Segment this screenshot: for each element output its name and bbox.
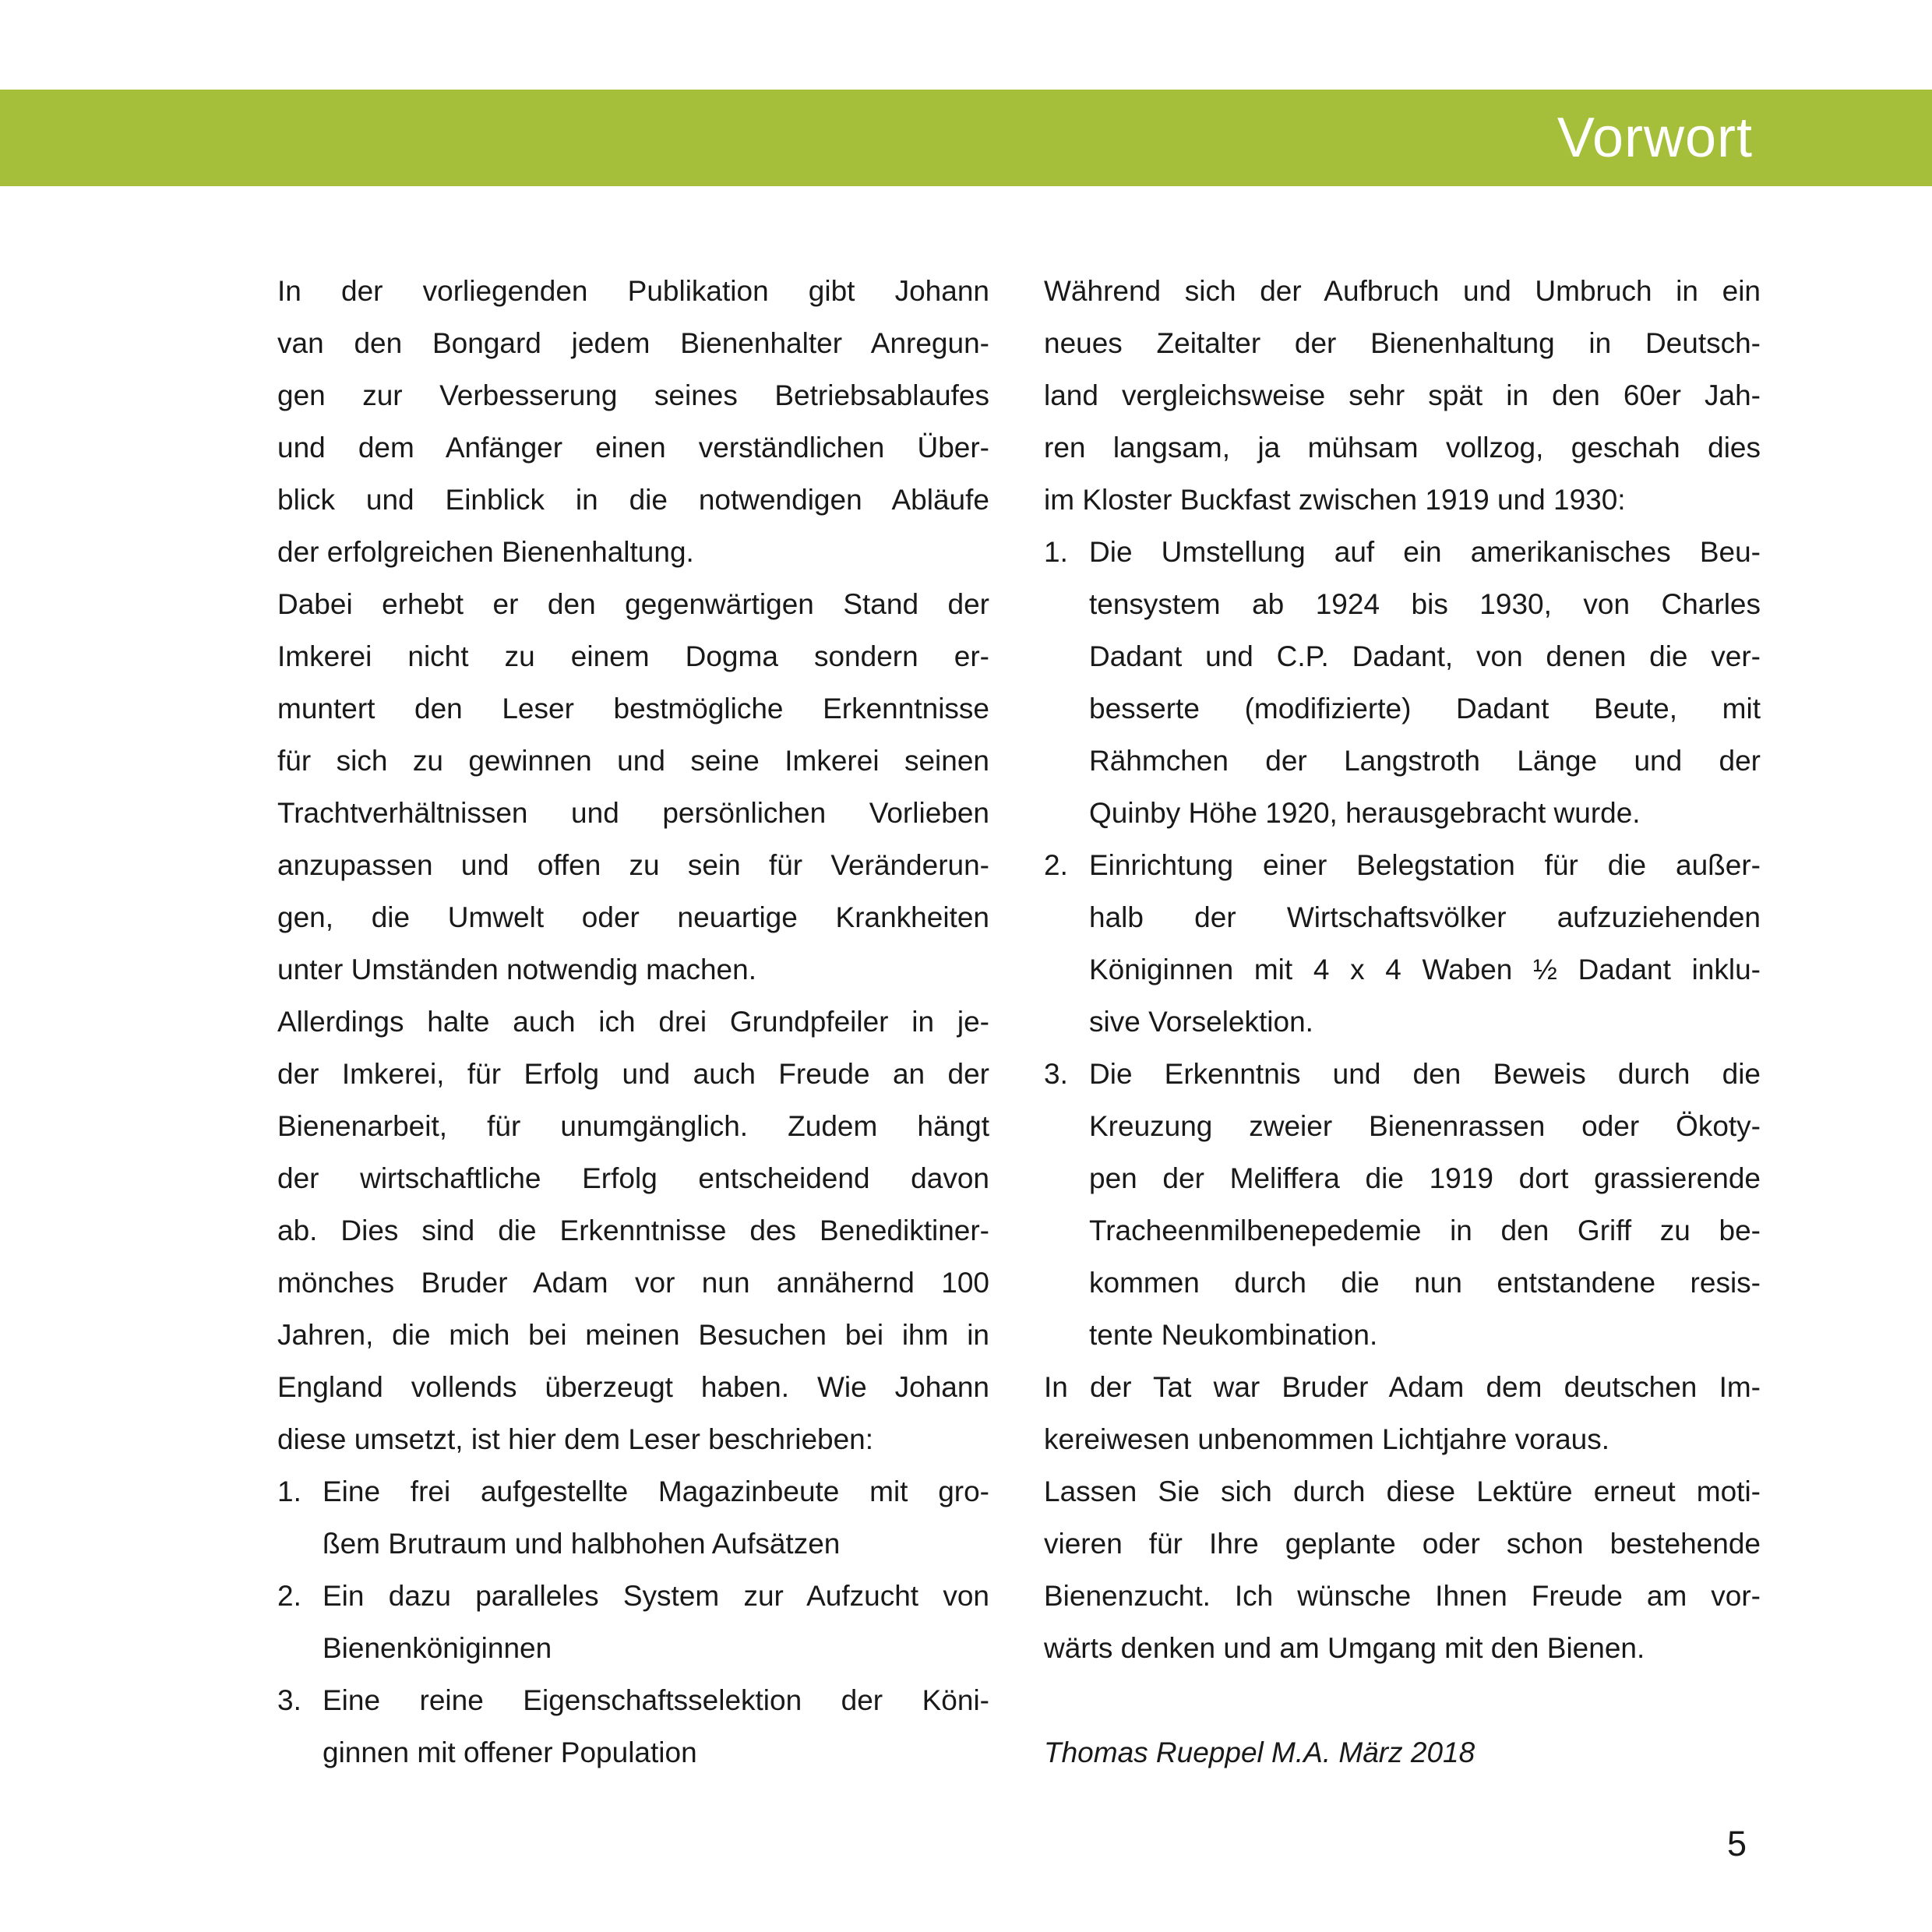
list-item-number: 1.	[1044, 536, 1068, 568]
text-line: England vollends überzeugt haben. Wie Johann	[277, 1371, 989, 1403]
text-line: diese umsetzt, ist hier dem Leser beschrieben:	[277, 1423, 874, 1455]
paragraph	[277, 265, 989, 578]
text-line: wärts denken und am Umgang mit den Bienen.	[1044, 1632, 1645, 1664]
text-line: Die Erkenntnis und den Beweis durch die	[1089, 1058, 1761, 1090]
text-line: besserte (modifizierte) Dadant Beute, mit	[1089, 693, 1761, 724]
text-line: In der Tat war Bruder Adam dem deutschen Im-	[1044, 1371, 1761, 1403]
paragraph	[277, 996, 989, 1465]
text-line: Jahren, die mich bei meinen Besuchen bei ihm in	[277, 1319, 989, 1351]
right-column	[1044, 265, 1761, 1779]
list-item-lines	[323, 1570, 989, 1674]
text-line: kereiwesen unbenommen Lichtjahre voraus.	[1044, 1423, 1610, 1455]
text-line: der Imkerei, für Erfolg und auch Freude an der	[277, 1058, 989, 1090]
text-line: halb der Wirtschaftsvölker aufzuziehenden	[1089, 901, 1761, 933]
text-line: pen der Meliffera die 1919 dort grassierende	[1089, 1162, 1761, 1194]
text-line: Lassen Sie sich durch diese Lektüre erneut moti-	[1044, 1475, 1761, 1507]
chapter-header-bar	[0, 90, 1932, 186]
text-line: und dem Anfänger einen verständlichen Über-	[277, 432, 989, 464]
text-line: Ein dazu paralleles System zur Aufzucht von	[323, 1580, 989, 1612]
text-line: anzupassen und offen zu sein für Veränderun-	[277, 849, 989, 881]
text-line: Rähmchen der Langstroth Länge und der	[1089, 745, 1761, 777]
list-item-lines	[323, 1674, 989, 1779]
text-line: der wirtschaftliche Erfolg entscheidend davon	[277, 1162, 989, 1194]
list-item	[1044, 1048, 1761, 1361]
list-item-number: 2.	[1044, 849, 1068, 881]
author-signature	[1044, 1726, 1761, 1779]
text-line: In der vorliegenden Publikation gibt Johann	[277, 275, 989, 307]
text-line: Trachtverhältnissen und persönlichen Vorlieben	[277, 797, 989, 829]
list-item-lines	[1089, 526, 1761, 839]
text-line: van den Bongard jedem Bienenhalter Anregun-	[277, 327, 989, 359]
list-item	[1044, 526, 1761, 839]
list-item-lines	[1089, 839, 1761, 1048]
text-line: Die Umstellung auf ein amerikanisches Beu-	[1089, 536, 1761, 568]
paragraph	[1044, 1361, 1761, 1465]
text-line: sive Vorselektion.	[1089, 1006, 1313, 1038]
text-line: Allerdings halte auch ich drei Grundpfeiler in je-	[277, 1006, 989, 1038]
list-item	[277, 1570, 989, 1674]
paragraph	[1044, 1465, 1761, 1674]
text-line: Imkerei nicht zu einem Dogma sondern er-	[277, 640, 989, 672]
text-line: ßem Brutraum und halbhohen Aufsätzen	[323, 1528, 841, 1560]
text-line: vieren für Ihre geplante oder schon bestehende	[1044, 1528, 1761, 1560]
left-column	[277, 265, 989, 1779]
text-line: gen zur Verbesserung seines Betriebsablaufes	[277, 379, 989, 411]
text-line: Eine reine Eigenschaftsselektion der Köni-	[323, 1684, 989, 1716]
text-line: tente Neukombination.	[1089, 1319, 1378, 1351]
text-line: Thomas Rueppel M.A. März 2018	[1044, 1736, 1475, 1768]
text-line: blick und Einblick in die notwendigen Abläufe	[277, 484, 989, 516]
list-item	[277, 1465, 989, 1570]
text-line: Dabei erhebt er den gegenwärtigen Stand der	[277, 588, 989, 620]
text-line: der erfolgreichen Bienenhaltung.	[277, 536, 694, 568]
text-line: ginnen mit offener Population	[323, 1736, 697, 1768]
page-number: 5	[1726, 1824, 1747, 1863]
text-line: Quinby Höhe 1920, herausgebracht wurde.	[1089, 797, 1641, 829]
text-line: Eine frei aufgestellte Magazinbeute mit gro-	[323, 1475, 989, 1507]
text-line: tensystem ab 1924 bis 1930, von Charles	[1089, 588, 1761, 620]
list-item	[1044, 839, 1761, 1048]
text-line: land vergleichsweise sehr spät in den 60er Jah-	[1044, 379, 1761, 411]
text-line: Kreuzung zweier Bienenrassen oder Ökoty-	[1089, 1110, 1761, 1142]
chapter-title: Vorwort	[1557, 107, 1753, 169]
text-line: im Kloster Buckfast zwischen 1919 und 1930:	[1044, 484, 1626, 516]
text-line: Tracheenmilbenepedemie in den Griff zu be-	[1089, 1215, 1761, 1246]
text-line: für sich zu gewinnen und seine Imkerei seinen	[277, 745, 989, 777]
text-line: Bienenarbeit, für unumgänglich. Zudem hängt	[277, 1110, 989, 1142]
text-line: Dadant und C.P. Dadant, von denen die ver-	[1089, 640, 1761, 672]
text-line: Während sich der Aufbruch und Umbruch in ein	[1044, 275, 1761, 307]
text-line: neues Zeitalter der Bienenhaltung in Deutsch-	[1044, 327, 1761, 359]
list-item-lines	[1089, 1048, 1761, 1361]
text-line: ab. Dies sind die Erkenntnisse des Benediktiner-	[277, 1215, 989, 1246]
paragraph	[1044, 265, 1761, 526]
text-line: mönches Bruder Adam vor nun annähernd 100	[277, 1267, 989, 1299]
text-line: unter Umständen notwendig machen.	[277, 954, 756, 985]
text-line: Bienenzucht. Ich wünsche Ihnen Freude am vor-	[1044, 1580, 1761, 1612]
paragraph	[277, 578, 989, 996]
list-item-lines	[323, 1465, 989, 1570]
text-line: Einrichtung einer Belegstation für die außer-	[1089, 849, 1761, 881]
text-line: ren langsam, ja mühsam vollzog, geschah dies	[1044, 432, 1761, 464]
list-item-number: 1.	[277, 1475, 301, 1507]
text-line: gen, die Umwelt oder neuartige Krankheiten	[277, 901, 989, 933]
list-item-number: 3.	[1044, 1058, 1068, 1090]
list-item	[277, 1674, 989, 1779]
text-line: kommen durch die nun entstandene resis-	[1089, 1267, 1761, 1299]
list-item-number: 2.	[277, 1580, 301, 1612]
text-line: Königinnen mit 4 x 4 Waben ½ Dadant inklu-	[1089, 954, 1761, 985]
text-line: muntert den Leser bestmögliche Erkenntnisse	[277, 693, 989, 724]
list-item-number: 3.	[277, 1684, 301, 1716]
text-line: Bienenköniginnen	[323, 1632, 552, 1664]
